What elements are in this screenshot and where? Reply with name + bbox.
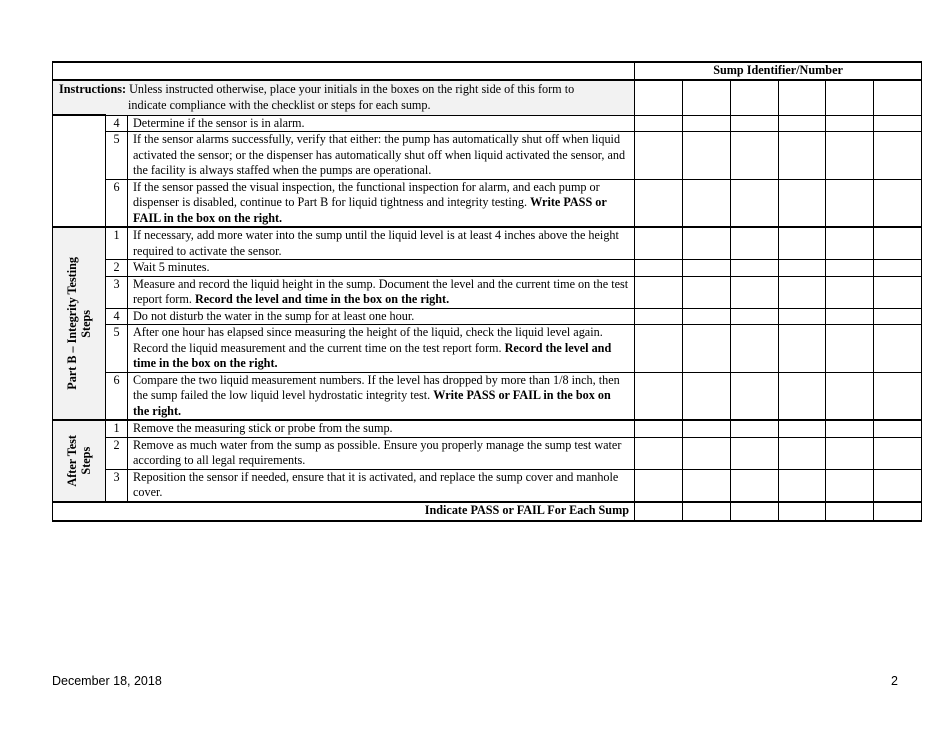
sump-initials-box[interactable] [874, 437, 922, 469]
step-row [53, 372, 922, 420]
pass-fail-row [53, 502, 922, 521]
section-title: Part B – Integrity Testing Steps [65, 257, 93, 390]
pass-fail-box[interactable] [874, 502, 922, 521]
sump-initials-box[interactable] [683, 132, 731, 180]
sump-initials-box[interactable] [635, 115, 683, 132]
sump-initials-box[interactable] [779, 469, 826, 502]
step-row [53, 115, 922, 132]
step-text: Wait 5 minutes. [133, 260, 210, 274]
step-text: Compare the two liquid measurement numbers. If the level has dropped by more than 1/8 inch, then the sump failed the low liquid level hydrostatic integrity test. [133, 372, 620, 402]
sump-initials-box[interactable] [874, 325, 922, 373]
step-number: 6 [106, 372, 128, 420]
sump-initials-box[interactable] [635, 372, 683, 420]
sump-initials-box[interactable] [874, 115, 922, 132]
step-number: 3 [106, 469, 128, 502]
step-number: 2 [106, 260, 128, 277]
section-label-cell [53, 420, 106, 502]
sump-initials-box[interactable] [731, 276, 779, 308]
sump-initials-box[interactable] [779, 115, 826, 132]
sump-initials-box[interactable] [874, 372, 922, 420]
instructions-text-line2: indicate compliance with the checklist or steps for each sump. [128, 97, 431, 112]
sump-checklist-table [52, 61, 922, 522]
sump-initials-box[interactable] [731, 325, 779, 373]
sump-initials-box[interactable] [683, 437, 731, 469]
sump-initials-box[interactable] [683, 420, 731, 437]
sump-initials-box[interactable] [635, 132, 683, 180]
step-row [53, 325, 922, 373]
step-row [53, 308, 922, 325]
sump-initials-box[interactable] [826, 179, 874, 227]
sump-initials-box[interactable] [635, 325, 683, 373]
sump-initials-box[interactable] [826, 80, 874, 115]
sump-initials-box[interactable] [683, 276, 731, 308]
sump-initials-box[interactable] [826, 437, 874, 469]
step-text-cell [128, 469, 635, 502]
sump-initials-box[interactable] [635, 179, 683, 227]
step-text-cell [128, 437, 635, 469]
step-text: Do not disturb the water in the sump for at least one hour. [133, 308, 415, 323]
section-label-cell [53, 227, 106, 420]
sump-initials-box[interactable] [731, 227, 779, 260]
pass-fail-label: Indicate PASS or FAIL For Each Sump [53, 502, 635, 521]
step-text-cell [128, 325, 635, 373]
step-number: 1 [106, 227, 128, 260]
step-text-cell [128, 276, 635, 308]
sump-initials-box[interactable] [635, 260, 683, 277]
sump-initials-box[interactable] [874, 80, 922, 115]
sump-initials-box[interactable] [779, 132, 826, 180]
step-text-cell [128, 372, 635, 420]
sump-initials-box[interactable] [779, 325, 826, 373]
step-text: Remove as much water from the sump as possible. Ensure you properly manage the sump test water according to all legal requirements. [133, 437, 622, 467]
sump-initials-box[interactable] [779, 372, 826, 420]
sump-initials-box[interactable] [874, 276, 922, 308]
step-number: 2 [106, 437, 128, 469]
step-instruction-bold: Record the level and time in the box on the right. [133, 340, 612, 370]
sump-initials-box[interactable] [779, 437, 826, 469]
sump-initials-box[interactable] [826, 325, 874, 373]
sump-initials-box[interactable] [683, 372, 731, 420]
sump-initials-box[interactable] [826, 276, 874, 308]
step-number: 5 [106, 132, 128, 180]
pass-fail-box[interactable] [779, 502, 826, 521]
sump-initials-box[interactable] [874, 308, 922, 325]
sump-initials-box[interactable] [731, 80, 779, 115]
sump-initials-box[interactable] [635, 469, 683, 502]
sump-initials-box[interactable] [731, 420, 779, 437]
step-text: Remove the measuring stick or probe from the sump. [133, 421, 393, 435]
sump-initials-box[interactable] [683, 325, 731, 373]
sump-initials-box[interactable] [731, 260, 779, 277]
page-number: 2 [891, 674, 898, 688]
sump-initials-box[interactable] [826, 115, 874, 132]
step-row [53, 420, 922, 437]
sump-initials-box[interactable] [635, 276, 683, 308]
sump-initials-box[interactable] [874, 260, 922, 277]
step-text: Measure and record the liquid height in the sump. Document the level and the current time on the test report form. [133, 276, 629, 306]
sump-initials-box[interactable] [635, 420, 683, 437]
sump-initials-box[interactable] [683, 308, 731, 325]
step-text-cell [128, 308, 635, 325]
sump-initials-box[interactable] [731, 115, 779, 132]
sump-initials-box[interactable] [683, 115, 731, 132]
sump-initials-box[interactable] [635, 437, 683, 469]
step-text: If necessary, add more water into the sump until the liquid level is at least 4 inches above the height required to activate the sensor. [133, 228, 619, 258]
sump-initials-box[interactable] [683, 260, 731, 277]
sump-initials-box[interactable] [826, 308, 874, 325]
sump-initials-box[interactable] [826, 227, 874, 260]
instructions-text-line1: Unless instructed otherwise, place your initials in the boxes on the right side of this form to [129, 82, 575, 96]
section-label-cell [53, 115, 106, 227]
header-blank-cell [53, 62, 635, 80]
step-row [53, 437, 922, 469]
step-number: 6 [106, 179, 128, 227]
sump-initials-box[interactable] [731, 132, 779, 180]
sump-initials-box[interactable] [874, 227, 922, 260]
sump-initials-box[interactable] [731, 372, 779, 420]
sump-initials-box[interactable] [635, 227, 683, 260]
sump-initials-box[interactable] [779, 80, 826, 115]
step-row [53, 260, 922, 277]
step-text-cell [128, 227, 635, 260]
instructions-row [53, 80, 922, 115]
sump-initials-box[interactable] [826, 260, 874, 277]
step-text: Reposition the sensor if needed, ensure that it is activated, and replace the sump cover and manhole cover. [133, 469, 619, 499]
step-row [53, 276, 922, 308]
step-text: If the sensor passed the visual inspection, the functional inspection for alarm, and each pump or dispenser is disabled, continue to Part B for liquid tightness and integrity testing. [133, 179, 600, 209]
sump-initials-box[interactable] [826, 372, 874, 420]
sump-initials-box[interactable] [826, 132, 874, 180]
step-text-cell [128, 179, 635, 227]
sump-initials-box[interactable] [826, 469, 874, 502]
sump-initials-box[interactable] [731, 179, 779, 227]
sump-initials-box[interactable] [779, 308, 826, 325]
sump-initials-box[interactable] [683, 80, 731, 115]
step-text: If the sensor alarms successfully, verify that either: the pump has automatically shut off when liquid activated the sensor; or the dispenser has automatically shut off when liquid activated the sensor, and the facility is always staffed when the pumps are operational. [133, 132, 626, 177]
step-instruction-bold: Record the level and time in the box on the right. [194, 292, 450, 306]
pass-fail-box[interactable] [731, 502, 779, 521]
step-row [53, 179, 922, 227]
header-row [53, 62, 922, 80]
step-row [53, 227, 922, 260]
step-number: 4 [106, 308, 128, 325]
step-text-cell [128, 260, 635, 277]
page-date: December 18, 2018 [52, 674, 162, 688]
sump-initials-box[interactable] [874, 132, 922, 180]
pass-fail-box[interactable] [826, 502, 874, 521]
sump-initials-box[interactable] [731, 469, 779, 502]
sump-initials-box[interactable] [874, 469, 922, 502]
sump-initials-box[interactable] [731, 437, 779, 469]
step-row [53, 469, 922, 502]
pass-fail-box[interactable] [683, 502, 731, 521]
sump-initials-box[interactable] [683, 179, 731, 227]
sump-initials-box[interactable] [635, 308, 683, 325]
section-title: After Test Steps [65, 434, 93, 487]
sump-initials-box[interactable] [683, 227, 731, 260]
sump-initials-box[interactable] [779, 420, 826, 437]
step-text-cell [128, 115, 635, 132]
sump-initials-box[interactable] [779, 260, 826, 277]
sump-initials-box[interactable] [731, 308, 779, 325]
step-text: After one hour has elapsed since measuring the height of the liquid, check the liquid level again. Record the liquid measurement and the current time on the test report form. [133, 325, 603, 355]
sump-initials-box[interactable] [826, 420, 874, 437]
instructions-cell [53, 80, 635, 115]
step-text-cell [128, 420, 635, 437]
step-number: 4 [106, 115, 128, 132]
pass-fail-box[interactable] [635, 502, 683, 521]
instructions-label: Instructions: [59, 82, 127, 96]
step-number: 5 [106, 325, 128, 373]
step-row [53, 132, 922, 180]
sump-initials-box[interactable] [874, 420, 922, 437]
step-instruction-bold: Write PASS or FAIL in the box on the right. [133, 195, 607, 225]
step-text: Determine if the sensor is in alarm. [133, 115, 305, 130]
sump-identifier-header: Sump Identifier/Number [635, 62, 922, 80]
step-text-cell [128, 132, 635, 180]
sump-initials-box[interactable] [635, 80, 683, 115]
sump-initials-box[interactable] [779, 227, 826, 260]
sump-initials-box[interactable] [779, 276, 826, 308]
sump-initials-box[interactable] [874, 179, 922, 227]
sump-initials-box[interactable] [779, 179, 826, 227]
step-number: 3 [106, 276, 128, 308]
sump-initials-box[interactable] [683, 469, 731, 502]
step-number: 1 [106, 420, 128, 437]
step-instruction-bold: Write PASS or FAIL in the box on the right. [133, 388, 611, 418]
